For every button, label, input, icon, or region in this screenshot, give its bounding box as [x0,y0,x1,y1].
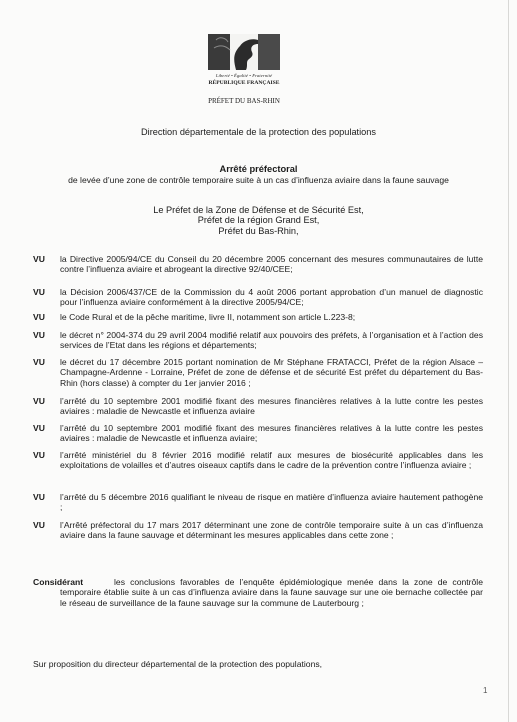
prefet-line: Préfet de la région Grand Est, [197,215,320,226]
vu-item [33,287,483,308]
vu-text: l’arrêté du 10 septembre 2001 modifié fixant des mesures financières relatives à la lutte contre les pestes aviaires : maladie de Newcastle et influenza aviaire [60,396,483,417]
vu-item [33,254,483,275]
republic-name: RÉPUBLIQUE FRANÇAISE [208,80,280,86]
vu-label: VU [33,396,45,406]
arrete-title: Arrêté préfectoral [219,164,298,174]
vu-label: VU [33,312,45,322]
vu-label: VU [33,254,45,264]
vu-label: VU [33,450,45,460]
vu-text: la Directive 2005/94/CE du Conseil du 20 décembre 2005 concernant des mesures communautaires de lutte contre l’influenza aviaire et abrogeant la directive 92/40/CEE; [60,254,483,275]
direction-title: Direction départementale de la protection des populations [141,127,376,137]
vu-text: l’arrêté du 5 décembre 2016 qualifiant le niveau de risque en matière d’influenza aviaire hautement pathogène ; [60,492,483,513]
vu-text: l’Arrêté préfectoral du 17 mars 2017 déterminant une zone de contrôle temporaire suite à un cas d’influenza aviaire dans la faune sauvage et déterminant les mesures applicables dans cette zone ; [60,520,483,541]
vu-label: VU [33,520,45,530]
vu-text: l’arrêté du 10 septembre 2001 modifié fixant des mesures financières relatives à la lutte contre les pestes aviaires : maladie de Newcastle et influenza aviaire; [60,423,483,444]
prefet-department: PRÉFET DU BAS-RHIN [208,97,280,105]
vu-label: VU [33,287,45,297]
vu-text: le Code Rural et de la pêche maritime, livre II, notamment son article L.223-8; [60,312,356,322]
page-number: 1 [483,686,488,695]
vu-text: le décret n° 2004-374 du 29 avril 2004 modifié relatif aux pouvoirs des préfets, à l’organisation et à l’action des services de l’Etat dans les régions et départements; [60,330,483,351]
vu-item [33,492,483,513]
prefet-line: Préfet du Bas-Rhin, [218,225,299,236]
republic-motto: Liberté • Égalité • Fraternité [215,73,273,78]
vu-label: VU [33,357,45,367]
considerant-paragraph [33,577,483,608]
vu-item [33,357,483,388]
vu-text: la Décision 2006/437/CE de la Commission du 4 août 2006 portant approbation d’un manuel de diagnostic pour l’influenza aviaire conformément à la directive 2005/94/CE; [60,287,483,308]
vu-item [33,423,483,444]
vu-text: le décret du 17 décembre 2015 portant nomination de Mr Stéphane FRATACCI, Préfet de la région Alsace – Champagne-Ardenne - Lorraine, Préfet de zone de défense et de sécurité Est préfet du département du Bas-Rhin (hors classe) à compter du 1er janvier 2016 ; [60,357,483,388]
prefet-line: Le Préfet de la Zone de Défense et de Sécurité Est, [153,205,364,215]
vu-text: l’arrêté ministériel du 8 février 2016 modifié relatif aux mesures de biosécurité applicables dans les exploitations de volailles et d’autres oiseaux captifs dans le cadre de la prévention contre l’influenza aviaire ; [60,450,483,471]
marianne-logo [206,30,282,72]
prefet-signatory-block [0,205,517,236]
vu-item [33,396,483,417]
arrete-subtitle: de levée d’une zone de contrôle temporaire suite à un cas d’influenza aviaire dans la faune sauvage [68,175,449,185]
vu-item [33,330,483,351]
vu-label: VU [33,330,45,340]
considerant-text: les conclusions favorables de l’enquête épidémiologique menée dans la zone de contrôle temporaire établie suite à un cas d’influenza aviaire dans la faune sauvage sur une oie bernache collectée par le réseau de surveillance de la faune sauvage sur la commune de Lauterbourg ; [60,577,483,608]
vu-item [33,520,483,541]
page-edge-divider [508,0,509,722]
vu-item [33,450,483,471]
vu-item [33,312,483,322]
vu-label: VU [33,492,45,502]
vu-label: VU [33,423,45,433]
considerant-label: Considérant [33,577,84,587]
sur-proposition: Sur proposition du directeur départemental de la protection des populations, [33,659,323,669]
